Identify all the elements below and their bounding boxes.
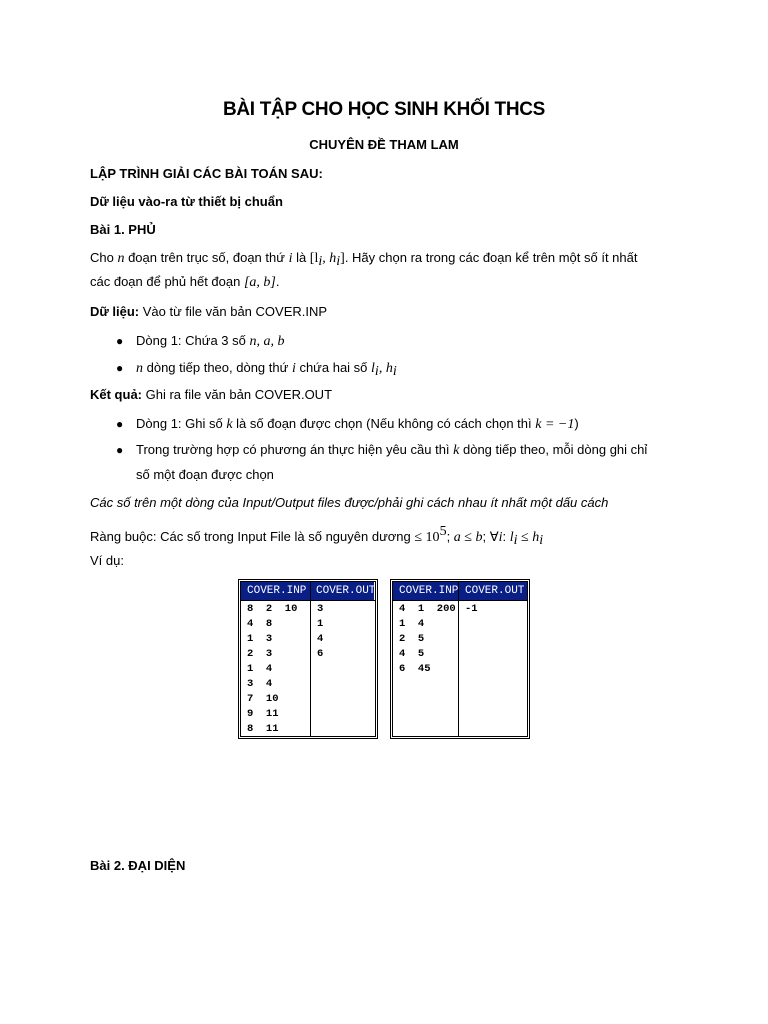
problem-1-title: Bài 1. PHỦ [90,222,156,237]
problem-1-statement-line-2: các đoạn để phủ hết đoạn [a, b]. [90,274,280,290]
example-table-2 [390,579,530,739]
output-item-2-continued: số một đoạn được chọn [136,467,274,482]
format-note: Các số trên một dòng của Input/Output files được/phải ghi cách nhau ít nhất một dấu cách [90,495,609,510]
bullet-icon: ● [116,361,124,375]
output-description: Kết quả: Ghi ra file văn bản COVER.OUT [90,387,333,402]
example-2-input-data: 4 1 200 1 4 2 5 4 5 6 45 [399,603,456,675]
output-item-1: Dòng 1: Ghi số k là số đoạn được chọn (Nếu không có cách chọn thì k = −1) [136,416,579,432]
input-item-1: Dòng 1: Chứa 3 số n, a, b [136,333,285,349]
io-heading: Dữ liệu vào-ra từ thiết bị chuẩn [90,194,283,209]
example-1-output-data: 3 1 4 6 [317,603,324,660]
bullet-icon: ● [116,417,124,431]
problem-2-title: Bài 2. ĐẠI DIỆN [90,858,186,873]
example-2-output-data: -1 [465,603,478,615]
example-2-input-header: COVER.INP [393,582,463,600]
example-2-output-header: COVER.OUT [459,582,527,600]
bullet-icon: ● [116,334,124,348]
example-table-1 [238,579,378,739]
section-heading: LẬP TRÌNH GIẢI CÁC BÀI TOÁN SAU: [90,166,323,181]
constraints: Ràng buộc: Các số trong Input File là số nguyên dương ≤ $10^5$; a ≤ b; ∀i: $l_i \le h_i$ [90,524,544,548]
document-title: BÀI TẬP CHO HỌC SINH KHỐI THCS [222,99,546,120]
example-1-output-header: COVER.OUT [311,582,374,600]
problem-1-statement-line-1: Cho n đoạn trên trục số, đoạn thứ i là [$l_i$, $h_i$]. Hãy chọn ra trong các đoạn kể trên một số ít nhất [90,250,638,269]
document-subtitle: CHUYÊN ĐỀ THAM LAM [309,137,459,152]
bullet-icon: ● [116,443,124,457]
example-1-input-data: 8 2 10 4 8 1 3 2 3 1 4 3 4 7 10 9 11 8 11 [247,603,298,735]
example-label: Ví dụ: [90,553,124,568]
example-1-input-header: COVER.INP [241,582,315,600]
input-description: Dữ liệu: Vào từ file văn bản COVER.INP [90,304,328,319]
output-item-2: Trong trường hợp có phương án thực hiện yêu cầu thì k dòng tiếp theo, mỗi dòng ghi chỉ [136,442,648,458]
input-item-2: n dòng tiếp theo, dòng thứ i chứa hai số $l_i$, $h_i$ [136,360,397,379]
